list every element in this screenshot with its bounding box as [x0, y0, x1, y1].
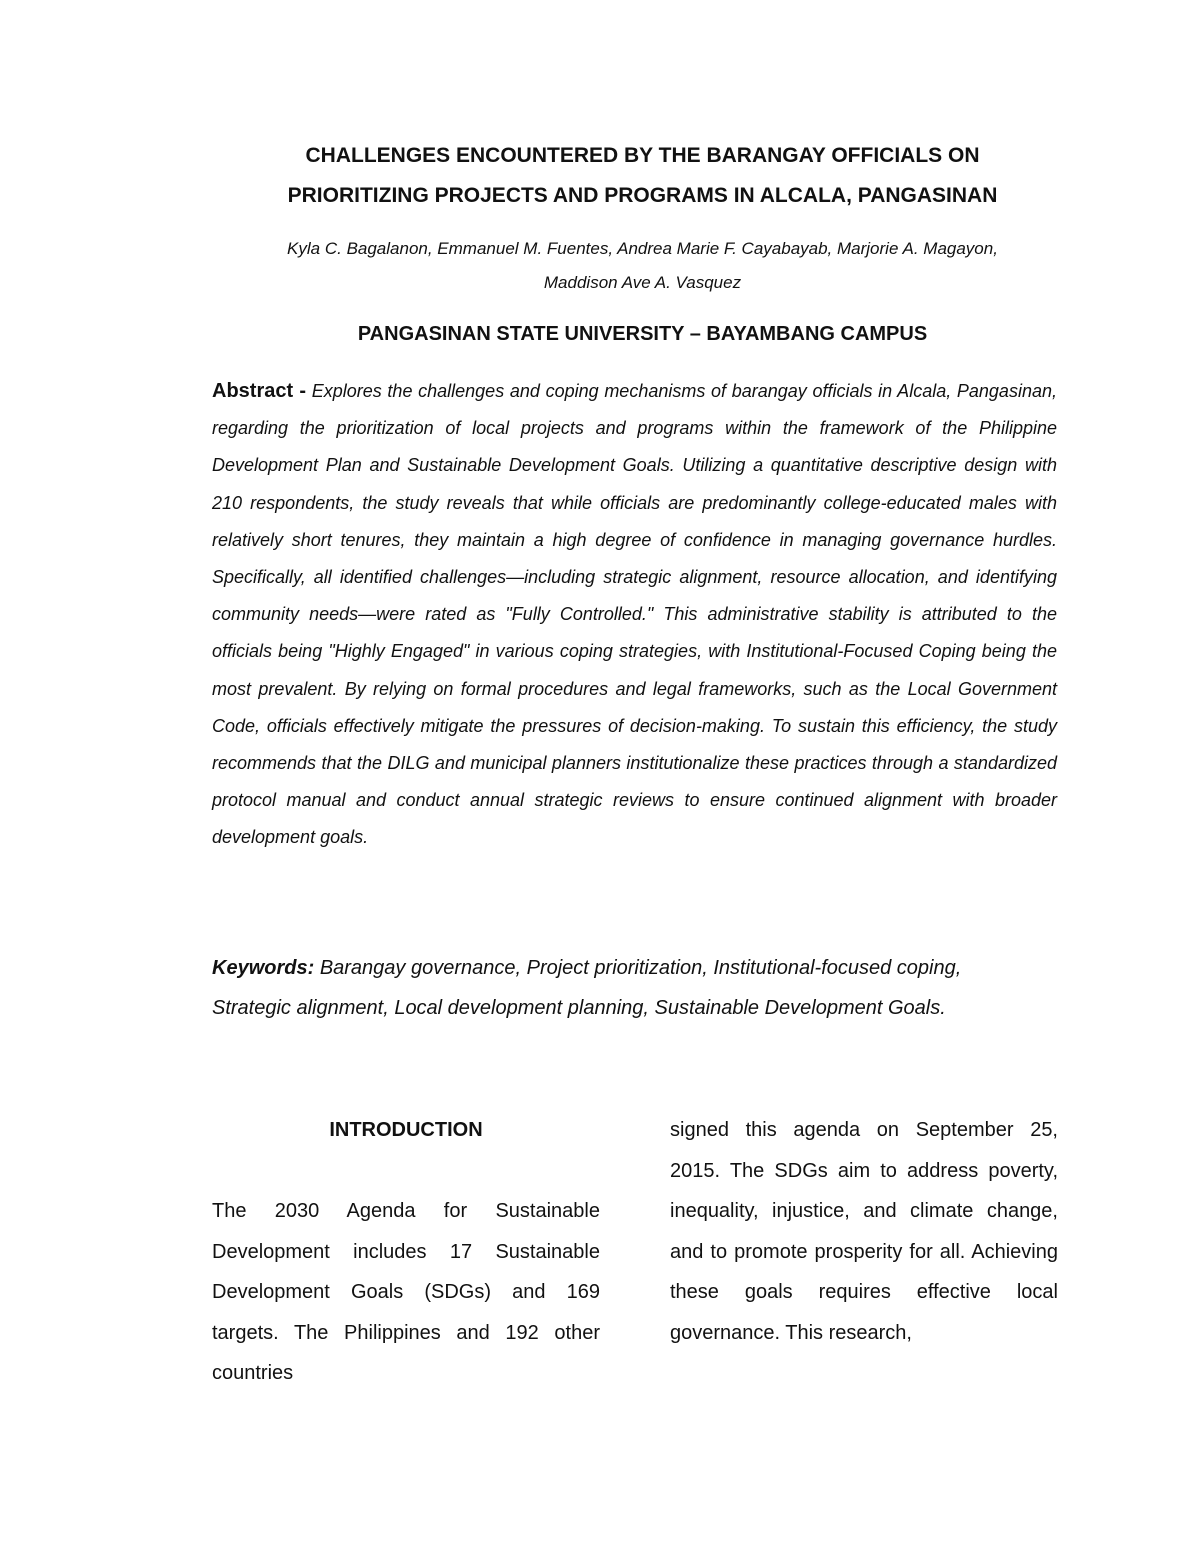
paper-title [140, 136, 1145, 216]
paper-title-line-1: CHALLENGES ENCOUNTERED BY THE BARANGAY OFFICIALS ON [305, 144, 980, 167]
left-column [212, 1110, 600, 1394]
affiliation: PANGASINAN STATE UNIVERSITY – BAYAMBANG CAMPUS [357, 323, 928, 345]
paper-title-line-2: PRIORITIZING PROJECTS AND PROGRAMS IN ALCALA, PANGASINAN [287, 184, 998, 207]
keywords-label: Keywords: [212, 957, 315, 979]
author-list-line-2: Maddison Ave A. Vasquez [543, 273, 742, 292]
author-list [140, 232, 1145, 300]
keywords-paragraph [212, 948, 1032, 1028]
author-list-line-1: Kyla C. Bagalanon, Emmanuel M. Fuentes, Andrea Marie F. Cayabayab, Marjorie A. Magayon, [287, 239, 998, 258]
abstract-label: Abstract - [212, 380, 307, 402]
right-column [670, 1110, 1058, 1353]
abstract-text: Explores the challenges and coping mechanisms of barangay officials in Alcala, Pangasinan, regarding the prioritization of local projects and programs within the framework of the Philippine Development Plan and Sustainable Development Goals. Utilizing a quantitative descriptive design with 210 respondents, the study reveals that while officials are predominantly college-educated males with relatively short tenures, they maintain a high degree of confidence in managing governance hurdles. Specifically, all identified challenges—including strategic alignment, resource allocation, and identifying community needs—were rated as "Fully Controlled." This administrative stability is attributed to the officials being "Highly Engaged" in various coping strategies, with Institutional-Focused Coping being the most prevalent. By relying on formal procedures and legal frameworks, such as the Local Government Code, officials effectively mitigate the pressures of decision-making. To sustain this efficiency, the study recommends that the DILG and municipal planners institutionalize these practices through a standardized protocol manual and conduct annual strategic reviews to ensure continued alignment with broader development goals. [212, 381, 1057, 848]
keywords-text: Barangay governance, Project prioritization, Institutional-focused coping, Strategic alignment, Local development planning, Sustainable Development Goals. [212, 957, 962, 1019]
abstract-paragraph [212, 373, 1057, 857]
introduction-paragraph-right: signed this agenda on September 25, 2015. The SDGs aim to address poverty, inequality, injustice, and climate change, and to promote prosperity for all. Achieving these goals requires effective local governance. This research, [670, 1119, 1058, 1344]
introduction-heading: INTRODUCTION [329, 1119, 483, 1141]
introduction-paragraph-left: The 2030 Agenda for Sustainable Development includes 17 Sustainable Development Goals (SDGs) and 169 targets. The Philippines and 192 other countries [212, 1200, 600, 1384]
